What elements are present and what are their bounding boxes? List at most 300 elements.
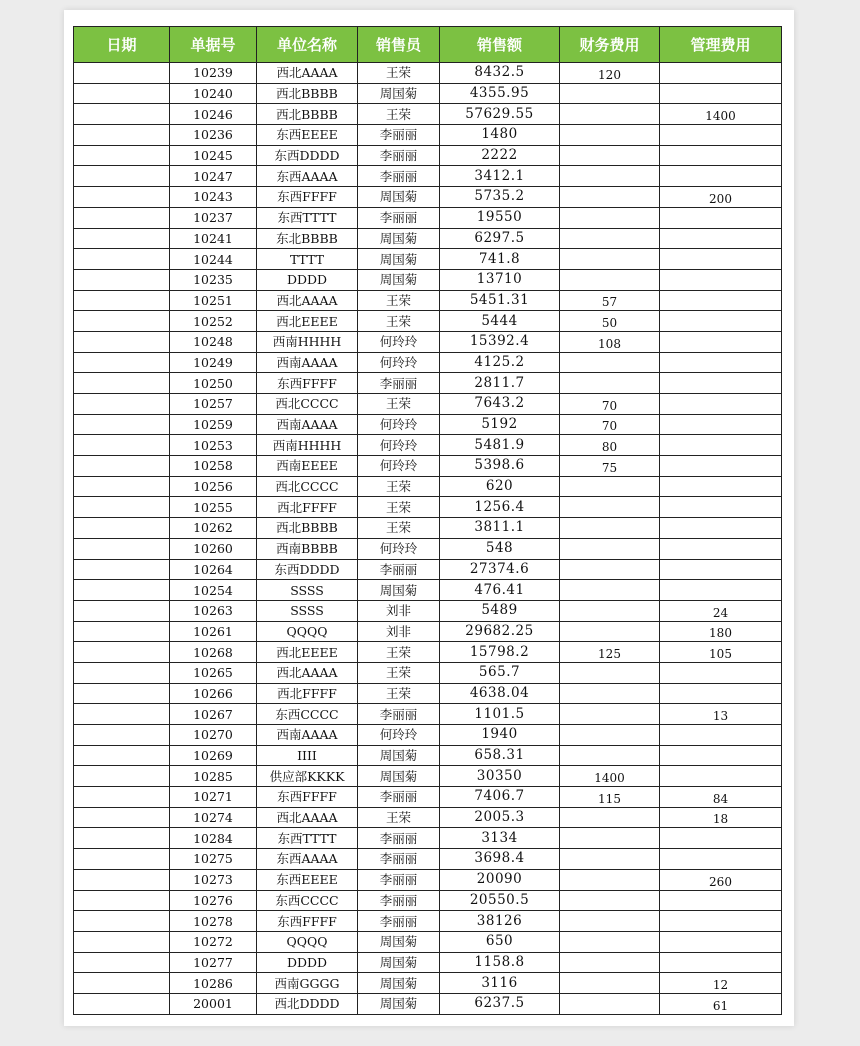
date-cell[interactable]	[74, 166, 170, 187]
doc-number-cell[interactable]: 10246	[170, 104, 257, 125]
sales-amount-cell[interactable]: 30350	[440, 766, 560, 787]
unit-name-cell[interactable]: TTTT	[257, 249, 358, 270]
finance-fee-cell[interactable]	[560, 228, 660, 249]
sales-amount-cell[interactable]: 15392.4	[440, 331, 560, 352]
sales-amount-cell[interactable]: 3412.1	[440, 166, 560, 187]
doc-number-cell[interactable]: 20001	[170, 993, 257, 1014]
doc-number-cell[interactable]: 10268	[170, 642, 257, 663]
finance-fee-cell[interactable]	[560, 207, 660, 228]
finance-fee-cell[interactable]	[560, 662, 660, 683]
sales-amount-cell[interactable]: 5481.9	[440, 435, 560, 456]
header-sales-amount[interactable]: 销售额	[440, 27, 560, 63]
management-fee-cell[interactable]	[660, 952, 782, 973]
finance-fee-cell[interactable]	[560, 973, 660, 994]
sales-amount-cell[interactable]: 29682.25	[440, 621, 560, 642]
unit-name-cell[interactable]: 东西DDDD	[257, 145, 358, 166]
salesperson-cell[interactable]: 李丽丽	[358, 869, 440, 890]
sales-amount-cell[interactable]: 38126	[440, 911, 560, 932]
sales-amount-cell[interactable]: 6297.5	[440, 228, 560, 249]
salesperson-cell[interactable]: 王荣	[358, 290, 440, 311]
doc-number-cell[interactable]: 10275	[170, 849, 257, 870]
date-cell[interactable]	[74, 414, 170, 435]
date-cell[interactable]	[74, 125, 170, 146]
salesperson-cell[interactable]: 周国菊	[358, 952, 440, 973]
sales-amount-cell[interactable]: 4125.2	[440, 352, 560, 373]
finance-fee-cell[interactable]	[560, 249, 660, 270]
sales-amount-cell[interactable]: 8432.5	[440, 63, 560, 84]
unit-name-cell[interactable]: 西南HHHH	[257, 331, 358, 352]
sales-amount-cell[interactable]: 3134	[440, 828, 560, 849]
sales-amount-cell[interactable]: 620	[440, 476, 560, 497]
unit-name-cell[interactable]: 西南GGGG	[257, 973, 358, 994]
finance-fee-cell[interactable]: 125	[560, 642, 660, 663]
management-fee-cell[interactable]	[660, 725, 782, 746]
salesperson-cell[interactable]: 周国菊	[358, 269, 440, 290]
sales-amount-cell[interactable]: 5398.6	[440, 456, 560, 477]
doc-number-cell[interactable]: 10286	[170, 973, 257, 994]
unit-name-cell[interactable]: 西南AAAA	[257, 414, 358, 435]
finance-fee-cell[interactable]	[560, 621, 660, 642]
salesperson-cell[interactable]: 李丽丽	[358, 125, 440, 146]
salesperson-cell[interactable]: 何玲玲	[358, 725, 440, 746]
salesperson-cell[interactable]: 周国菊	[358, 228, 440, 249]
unit-name-cell[interactable]: 西北AAAA	[257, 807, 358, 828]
doc-number-cell[interactable]: 10278	[170, 911, 257, 932]
finance-fee-cell[interactable]: 50	[560, 311, 660, 332]
date-cell[interactable]	[74, 249, 170, 270]
doc-number-cell[interactable]: 10252	[170, 311, 257, 332]
header-unit-name[interactable]: 单位名称	[257, 27, 358, 63]
doc-number-cell[interactable]: 10258	[170, 456, 257, 477]
salesperson-cell[interactable]: 何玲玲	[358, 331, 440, 352]
sales-amount-cell[interactable]: 565.7	[440, 662, 560, 683]
salesperson-cell[interactable]: 周国菊	[358, 973, 440, 994]
doc-number-cell[interactable]: 10254	[170, 580, 257, 601]
management-fee-cell[interactable]	[660, 125, 782, 146]
finance-fee-cell[interactable]: 108	[560, 331, 660, 352]
date-cell[interactable]	[74, 642, 170, 663]
unit-name-cell[interactable]: 西北BBBB	[257, 518, 358, 539]
doc-number-cell[interactable]: 10272	[170, 931, 257, 952]
management-fee-cell[interactable]	[660, 931, 782, 952]
unit-name-cell[interactable]: 东西AAAA	[257, 166, 358, 187]
salesperson-cell[interactable]: 王荣	[358, 497, 440, 518]
finance-fee-cell[interactable]	[560, 166, 660, 187]
management-fee-cell[interactable]	[660, 497, 782, 518]
doc-number-cell[interactable]: 10265	[170, 662, 257, 683]
management-fee-cell[interactable]	[660, 828, 782, 849]
date-cell[interactable]	[74, 725, 170, 746]
date-cell[interactable]	[74, 580, 170, 601]
unit-name-cell[interactable]: 西北AAAA	[257, 662, 358, 683]
salesperson-cell[interactable]: 刘非	[358, 600, 440, 621]
management-fee-cell[interactable]: 200	[660, 187, 782, 208]
unit-name-cell[interactable]: 西北BBBB	[257, 104, 358, 125]
finance-fee-cell[interactable]	[560, 145, 660, 166]
finance-fee-cell[interactable]	[560, 725, 660, 746]
management-fee-cell[interactable]	[660, 331, 782, 352]
doc-number-cell[interactable]: 10284	[170, 828, 257, 849]
doc-number-cell[interactable]: 10264	[170, 559, 257, 580]
salesperson-cell[interactable]: 刘非	[358, 621, 440, 642]
doc-number-cell[interactable]: 10248	[170, 331, 257, 352]
doc-number-cell[interactable]: 10257	[170, 394, 257, 415]
doc-number-cell[interactable]: 10253	[170, 435, 257, 456]
finance-fee-cell[interactable]: 80	[560, 435, 660, 456]
date-cell[interactable]	[74, 662, 170, 683]
unit-name-cell[interactable]: 西南HHHH	[257, 435, 358, 456]
date-cell[interactable]	[74, 373, 170, 394]
finance-fee-cell[interactable]: 1400	[560, 766, 660, 787]
management-fee-cell[interactable]: 13	[660, 704, 782, 725]
unit-name-cell[interactable]: 东西TTTT	[257, 207, 358, 228]
management-fee-cell[interactable]: 260	[660, 869, 782, 890]
sales-amount-cell[interactable]: 5451.31	[440, 290, 560, 311]
doc-number-cell[interactable]: 10256	[170, 476, 257, 497]
date-cell[interactable]	[74, 745, 170, 766]
unit-name-cell[interactable]: SSSS	[257, 600, 358, 621]
unit-name-cell[interactable]: QQQQ	[257, 621, 358, 642]
management-fee-cell[interactable]: 105	[660, 642, 782, 663]
date-cell[interactable]	[74, 497, 170, 518]
management-fee-cell[interactable]	[660, 269, 782, 290]
salesperson-cell[interactable]: 周国菊	[358, 745, 440, 766]
salesperson-cell[interactable]: 王荣	[358, 642, 440, 663]
sales-amount-cell[interactable]: 13710	[440, 269, 560, 290]
unit-name-cell[interactable]: 东西FFFF	[257, 187, 358, 208]
management-fee-cell[interactable]	[660, 145, 782, 166]
finance-fee-cell[interactable]	[560, 869, 660, 890]
date-cell[interactable]	[74, 931, 170, 952]
date-cell[interactable]	[74, 766, 170, 787]
salesperson-cell[interactable]: 李丽丽	[358, 787, 440, 808]
date-cell[interactable]	[74, 331, 170, 352]
salesperson-cell[interactable]: 何玲玲	[358, 435, 440, 456]
management-fee-cell[interactable]	[660, 373, 782, 394]
unit-name-cell[interactable]: 西南EEEE	[257, 456, 358, 477]
management-fee-cell[interactable]	[660, 662, 782, 683]
unit-name-cell[interactable]: 东西FFFF	[257, 373, 358, 394]
salesperson-cell[interactable]: 李丽丽	[358, 911, 440, 932]
salesperson-cell[interactable]: 李丽丽	[358, 828, 440, 849]
sales-amount-cell[interactable]: 741.8	[440, 249, 560, 270]
management-fee-cell[interactable]	[660, 538, 782, 559]
date-cell[interactable]	[74, 83, 170, 104]
sales-amount-cell[interactable]: 1158.8	[440, 952, 560, 973]
doc-number-cell[interactable]: 10249	[170, 352, 257, 373]
date-cell[interactable]	[74, 63, 170, 84]
salesperson-cell[interactable]: 李丽丽	[358, 849, 440, 870]
sales-amount-cell[interactable]: 476.41	[440, 580, 560, 601]
date-cell[interactable]	[74, 704, 170, 725]
doc-number-cell[interactable]: 10271	[170, 787, 257, 808]
finance-fee-cell[interactable]	[560, 807, 660, 828]
management-fee-cell[interactable]	[660, 476, 782, 497]
salesperson-cell[interactable]: 王荣	[358, 683, 440, 704]
finance-fee-cell[interactable]	[560, 580, 660, 601]
management-fee-cell[interactable]: 180	[660, 621, 782, 642]
salesperson-cell[interactable]: 王荣	[358, 518, 440, 539]
unit-name-cell[interactable]: 东西CCCC	[257, 890, 358, 911]
sales-amount-cell[interactable]: 15798.2	[440, 642, 560, 663]
management-fee-cell[interactable]: 61	[660, 993, 782, 1014]
doc-number-cell[interactable]: 10243	[170, 187, 257, 208]
unit-name-cell[interactable]: 东西CCCC	[257, 704, 358, 725]
salesperson-cell[interactable]: 王荣	[358, 394, 440, 415]
salesperson-cell[interactable]: 何玲玲	[358, 456, 440, 477]
doc-number-cell[interactable]: 10240	[170, 83, 257, 104]
finance-fee-cell[interactable]	[560, 600, 660, 621]
sales-amount-cell[interactable]: 3116	[440, 973, 560, 994]
doc-number-cell[interactable]: 10270	[170, 725, 257, 746]
management-fee-cell[interactable]	[660, 559, 782, 580]
unit-name-cell[interactable]: 西南AAAA	[257, 352, 358, 373]
management-fee-cell[interactable]: 84	[660, 787, 782, 808]
doc-number-cell[interactable]: 10236	[170, 125, 257, 146]
sales-amount-cell[interactable]: 2811.7	[440, 373, 560, 394]
doc-number-cell[interactable]: 10235	[170, 269, 257, 290]
salesperson-cell[interactable]: 王荣	[358, 662, 440, 683]
salesperson-cell[interactable]: 李丽丽	[358, 704, 440, 725]
sales-amount-cell[interactable]: 5192	[440, 414, 560, 435]
doc-number-cell[interactable]: 10276	[170, 890, 257, 911]
unit-name-cell[interactable]: 西南BBBB	[257, 538, 358, 559]
date-cell[interactable]	[74, 828, 170, 849]
salesperson-cell[interactable]: 周国菊	[358, 993, 440, 1014]
finance-fee-cell[interactable]	[560, 104, 660, 125]
unit-name-cell[interactable]: 供应部KKKK	[257, 766, 358, 787]
sales-amount-cell[interactable]: 57629.55	[440, 104, 560, 125]
finance-fee-cell[interactable]	[560, 683, 660, 704]
date-cell[interactable]	[74, 352, 170, 373]
date-cell[interactable]	[74, 849, 170, 870]
salesperson-cell[interactable]: 周国菊	[358, 766, 440, 787]
management-fee-cell[interactable]	[660, 683, 782, 704]
date-cell[interactable]	[74, 952, 170, 973]
sales-amount-cell[interactable]: 20090	[440, 869, 560, 890]
salesperson-cell[interactable]: 何玲玲	[358, 352, 440, 373]
unit-name-cell[interactable]: 西北AAAA	[257, 290, 358, 311]
salesperson-cell[interactable]: 王荣	[358, 104, 440, 125]
unit-name-cell[interactable]: 东西AAAA	[257, 849, 358, 870]
salesperson-cell[interactable]: 王荣	[358, 311, 440, 332]
finance-fee-cell[interactable]	[560, 952, 660, 973]
unit-name-cell[interactable]: DDDD	[257, 269, 358, 290]
doc-number-cell[interactable]: 10237	[170, 207, 257, 228]
finance-fee-cell[interactable]	[560, 559, 660, 580]
header-finance-fee[interactable]: 财务费用	[560, 27, 660, 63]
management-fee-cell[interactable]: 18	[660, 807, 782, 828]
management-fee-cell[interactable]: 12	[660, 973, 782, 994]
doc-number-cell[interactable]: 10274	[170, 807, 257, 828]
sales-amount-cell[interactable]: 27374.6	[440, 559, 560, 580]
sales-amount-cell[interactable]: 3698.4	[440, 849, 560, 870]
doc-number-cell[interactable]: 10239	[170, 63, 257, 84]
finance-fee-cell[interactable]	[560, 125, 660, 146]
salesperson-cell[interactable]: 周国菊	[358, 931, 440, 952]
unit-name-cell[interactable]: SSSS	[257, 580, 358, 601]
salesperson-cell[interactable]: 李丽丽	[358, 145, 440, 166]
unit-name-cell[interactable]: 西北FFFF	[257, 497, 358, 518]
salesperson-cell[interactable]: 李丽丽	[358, 207, 440, 228]
salesperson-cell[interactable]: 李丽丽	[358, 166, 440, 187]
unit-name-cell[interactable]: 西北EEEE	[257, 642, 358, 663]
date-cell[interactable]	[74, 187, 170, 208]
date-cell[interactable]	[74, 559, 170, 580]
unit-name-cell[interactable]: 西北CCCC	[257, 476, 358, 497]
management-fee-cell[interactable]	[660, 745, 782, 766]
finance-fee-cell[interactable]	[560, 497, 660, 518]
finance-fee-cell[interactable]	[560, 538, 660, 559]
date-cell[interactable]	[74, 290, 170, 311]
sales-amount-cell[interactable]: 19550	[440, 207, 560, 228]
date-cell[interactable]	[74, 207, 170, 228]
management-fee-cell[interactable]	[660, 911, 782, 932]
management-fee-cell[interactable]	[660, 766, 782, 787]
doc-number-cell[interactable]: 10277	[170, 952, 257, 973]
sales-amount-cell[interactable]: 1256.4	[440, 497, 560, 518]
salesperson-cell[interactable]: 李丽丽	[358, 373, 440, 394]
unit-name-cell[interactable]: QQQQ	[257, 931, 358, 952]
management-fee-cell[interactable]	[660, 890, 782, 911]
unit-name-cell[interactable]: 东西FFFF	[257, 911, 358, 932]
salesperson-cell[interactable]: 何玲玲	[358, 414, 440, 435]
doc-number-cell[interactable]: 10247	[170, 166, 257, 187]
management-fee-cell[interactable]	[660, 83, 782, 104]
date-cell[interactable]	[74, 311, 170, 332]
date-cell[interactable]	[74, 145, 170, 166]
doc-number-cell[interactable]: 10250	[170, 373, 257, 394]
sales-amount-cell[interactable]: 2005.3	[440, 807, 560, 828]
sales-amount-cell[interactable]: 650	[440, 931, 560, 952]
management-fee-cell[interactable]: 1400	[660, 104, 782, 125]
finance-fee-cell[interactable]	[560, 828, 660, 849]
date-cell[interactable]	[74, 787, 170, 808]
finance-fee-cell[interactable]	[560, 518, 660, 539]
finance-fee-cell[interactable]	[560, 931, 660, 952]
finance-fee-cell[interactable]	[560, 83, 660, 104]
unit-name-cell[interactable]: 东西EEEE	[257, 869, 358, 890]
management-fee-cell[interactable]	[660, 580, 782, 601]
finance-fee-cell[interactable]	[560, 352, 660, 373]
salesperson-cell[interactable]: 周国菊	[358, 187, 440, 208]
doc-number-cell[interactable]: 10261	[170, 621, 257, 642]
finance-fee-cell[interactable]	[560, 704, 660, 725]
finance-fee-cell[interactable]: 70	[560, 414, 660, 435]
management-fee-cell[interactable]	[660, 166, 782, 187]
management-fee-cell[interactable]	[660, 63, 782, 84]
sales-amount-cell[interactable]: 2222	[440, 145, 560, 166]
sales-amount-cell[interactable]: 5444	[440, 311, 560, 332]
unit-name-cell[interactable]: 东西TTTT	[257, 828, 358, 849]
finance-fee-cell[interactable]	[560, 849, 660, 870]
doc-number-cell[interactable]: 10259	[170, 414, 257, 435]
management-fee-cell[interactable]	[660, 435, 782, 456]
date-cell[interactable]	[74, 993, 170, 1014]
date-cell[interactable]	[74, 600, 170, 621]
date-cell[interactable]	[74, 456, 170, 477]
management-fee-cell[interactable]	[660, 290, 782, 311]
management-fee-cell[interactable]	[660, 207, 782, 228]
unit-name-cell[interactable]: DDDD	[257, 952, 358, 973]
management-fee-cell[interactable]: 24	[660, 600, 782, 621]
unit-name-cell[interactable]: 东西DDDD	[257, 559, 358, 580]
finance-fee-cell[interactable]	[560, 745, 660, 766]
management-fee-cell[interactable]	[660, 352, 782, 373]
salesperson-cell[interactable]: 王荣	[358, 807, 440, 828]
sales-amount-cell[interactable]: 548	[440, 538, 560, 559]
unit-name-cell[interactable]: 东西FFFF	[257, 787, 358, 808]
unit-name-cell[interactable]: 东西EEEE	[257, 125, 358, 146]
date-cell[interactable]	[74, 911, 170, 932]
sales-amount-cell[interactable]: 6237.5	[440, 993, 560, 1014]
salesperson-cell[interactable]: 王荣	[358, 63, 440, 84]
finance-fee-cell[interactable]	[560, 993, 660, 1014]
finance-fee-cell[interactable]: 57	[560, 290, 660, 311]
sales-amount-cell[interactable]: 3811.1	[440, 518, 560, 539]
unit-name-cell[interactable]: 西北EEEE	[257, 311, 358, 332]
date-cell[interactable]	[74, 476, 170, 497]
finance-fee-cell[interactable]	[560, 187, 660, 208]
management-fee-cell[interactable]	[660, 228, 782, 249]
doc-number-cell[interactable]: 10251	[170, 290, 257, 311]
header-date[interactable]: 日期	[74, 27, 170, 63]
date-cell[interactable]	[74, 538, 170, 559]
unit-name-cell[interactable]: 西北AAAA	[257, 63, 358, 84]
management-fee-cell[interactable]	[660, 249, 782, 270]
doc-number-cell[interactable]: 10267	[170, 704, 257, 725]
date-cell[interactable]	[74, 394, 170, 415]
sales-amount-cell[interactable]: 4355.95	[440, 83, 560, 104]
sales-amount-cell[interactable]: 1101.5	[440, 704, 560, 725]
unit-name-cell[interactable]: IIII	[257, 745, 358, 766]
finance-fee-cell[interactable]	[560, 269, 660, 290]
doc-number-cell[interactable]: 10244	[170, 249, 257, 270]
unit-name-cell[interactable]: 西北CCCC	[257, 394, 358, 415]
doc-number-cell[interactable]: 10263	[170, 600, 257, 621]
management-fee-cell[interactable]	[660, 518, 782, 539]
doc-number-cell[interactable]: 10285	[170, 766, 257, 787]
unit-name-cell[interactable]: 东北BBBB	[257, 228, 358, 249]
date-cell[interactable]	[74, 890, 170, 911]
sales-amount-cell[interactable]: 7406.7	[440, 787, 560, 808]
sales-amount-cell[interactable]: 1940	[440, 725, 560, 746]
finance-fee-cell[interactable]	[560, 373, 660, 394]
date-cell[interactable]	[74, 518, 170, 539]
date-cell[interactable]	[74, 228, 170, 249]
doc-number-cell[interactable]: 10255	[170, 497, 257, 518]
management-fee-cell[interactable]	[660, 849, 782, 870]
salesperson-cell[interactable]: 周国菊	[358, 249, 440, 270]
header-doc-number[interactable]: 单据号	[170, 27, 257, 63]
unit-name-cell[interactable]: 西北FFFF	[257, 683, 358, 704]
date-cell[interactable]	[74, 435, 170, 456]
salesperson-cell[interactable]: 何玲玲	[358, 538, 440, 559]
sales-amount-cell[interactable]: 20550.5	[440, 890, 560, 911]
unit-name-cell[interactable]: 西北DDDD	[257, 993, 358, 1014]
salesperson-cell[interactable]: 周国菊	[358, 83, 440, 104]
management-fee-cell[interactable]	[660, 311, 782, 332]
finance-fee-cell[interactable]: 70	[560, 394, 660, 415]
doc-number-cell[interactable]: 10241	[170, 228, 257, 249]
doc-number-cell[interactable]: 10262	[170, 518, 257, 539]
salesperson-cell[interactable]: 李丽丽	[358, 890, 440, 911]
doc-number-cell[interactable]: 10245	[170, 145, 257, 166]
unit-name-cell[interactable]: 西北BBBB	[257, 83, 358, 104]
sales-amount-cell[interactable]: 658.31	[440, 745, 560, 766]
management-fee-cell[interactable]	[660, 414, 782, 435]
salesperson-cell[interactable]: 周国菊	[358, 580, 440, 601]
